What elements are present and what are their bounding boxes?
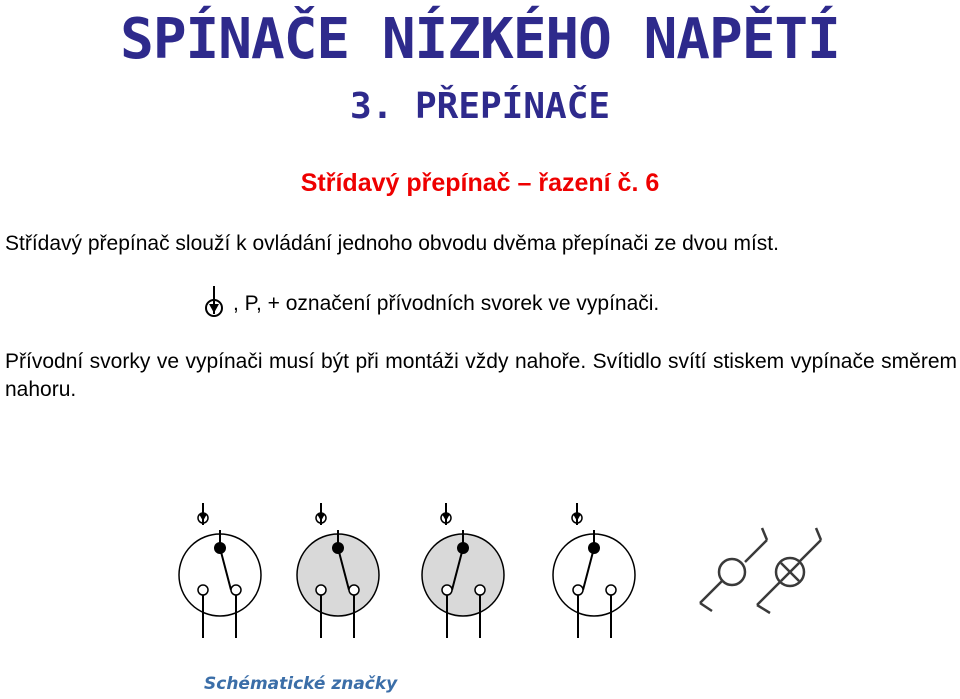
switch-symbols-diagram (0, 470, 960, 670)
switch-symbol-2 (297, 503, 379, 638)
paragraph-mounting: Přívodní svorky ve vypínači musí být při montáži vždy nahoře. Svítidlo svítí stiskem vypínače směrem nahoru. (5, 350, 957, 401)
diagram-caption: Schématické značky (204, 674, 398, 694)
switch-symbol-4 (553, 503, 635, 638)
section-title: Střídavý přepínač – řazení č. 6 (300, 169, 660, 197)
schematic-switch-lamp (700, 528, 767, 611)
supply-terminal-icon (201, 284, 227, 320)
switch-symbol-3 (422, 503, 504, 638)
paragraph-intro: Střídavý přepínač slouží k ovládání jednoho obvodu dvěma přepínači ze dvou míst. (5, 232, 779, 255)
terminals-text: , P, + označení přívodních svorek ve vypínači. (233, 292, 660, 315)
sub-title: 3. PŘEPÍNAČE (349, 86, 611, 127)
main-title: SPÍNAČE NÍZKÉHO NAPĚTÍ (120, 7, 840, 72)
switch-symbol-1 (179, 503, 261, 638)
